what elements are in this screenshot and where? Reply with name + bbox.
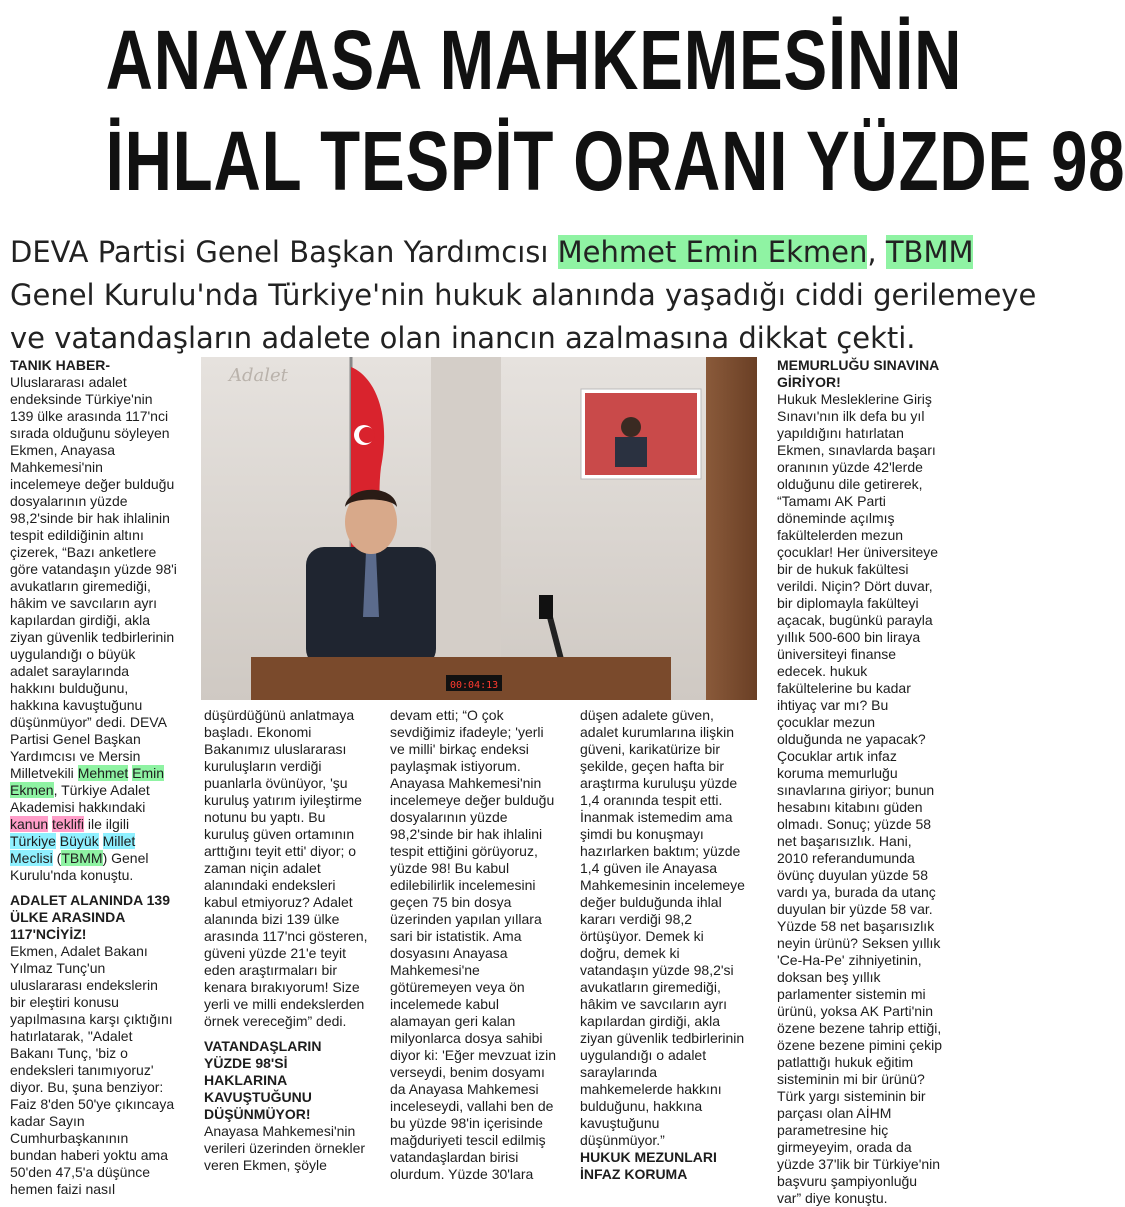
text-line: incelemeye değer bulduğu [390,792,555,808]
byline: TANIK HABER- [10,357,111,373]
text-line: arttığını teyit etti' diyor; o [204,843,357,859]
text-line: uygulandığı o adalet [580,1047,707,1063]
text-line: dosyalarının yüzde [390,809,508,825]
text-line: diyor. Bu, şuna benziyor: [10,1079,164,1095]
text-line: kabul etmiyoruz? Adalet [204,894,353,910]
text-line: bundan haberi yoktu ama [10,1147,168,1163]
text-line: olmadı. Sonuç; yüzde 58 [777,816,932,832]
text-line: ve milli' birkaç endeksi [390,741,529,757]
highlighted-word: Türkiye [10,833,56,849]
text-line: hakkına kavuştuğunu [10,697,143,713]
text-line: başvuru şampiyonluğu [777,1173,918,1189]
text-line: sırada olduğunu söyleyen [10,425,170,441]
highlighted-word: teklifi [52,816,84,832]
text-line: götüremeyen veya ön [390,979,525,995]
text-line: şekilde, geçen hafta bir [580,758,724,774]
wall-panel [431,357,501,700]
text-line: bir diplomayla fakülteyi [777,595,919,611]
text-line: parçası olan AİHM [777,1105,892,1121]
text-line: girmeyeyim, orada da [777,1139,912,1155]
text-line: döneminde açılmış [777,510,895,526]
text-line: puanlarla övünüyor, 'şu [204,775,348,791]
wood-panel [706,357,757,700]
highlighted-word: TBMM [61,850,103,866]
text-line: avukatların giremediği, [580,979,721,995]
article-column-2 [204,707,384,1172]
subheading-memurlugu [777,357,957,391]
text-line: övünç duyulan yüzde 58 [777,867,928,883]
column-1-paragraph-2 [10,943,200,1198]
article-column-1 [10,357,200,1197]
text-line: üzerinden yapılan yıllara [390,911,542,927]
tv-speaker-body [615,437,647,467]
text-line: özene bezene pimini çekip [777,1037,942,1053]
text-fragment: ile ilgili [83,816,130,832]
text-line: dosyalarının yüzde [10,493,128,509]
text-line: koruma memurluğu [777,765,898,781]
text-line: uygulandığı o büyük [10,646,136,662]
text-line: saraylarında [580,1064,658,1080]
text-line: avukatların giremediği, [10,578,151,594]
text-line: arasında 117'nci gösteren, [204,928,368,944]
text-line: ADALET ALANINDA 139 [10,892,170,908]
spacer [10,884,200,892]
text-line [10,765,200,782]
text-line: Anayasa Mahkemesi'nin [390,775,542,791]
text-line: var” diye konuştu. [777,1190,888,1206]
text-line: düşürdüğünü anlatmaya [204,707,355,723]
text-line: net başarısızlık. Hani, [777,833,912,849]
text-line: yüzde 37'lik bir Türkiye'nin [777,1156,941,1172]
text-line: inceleseydi, vallahi ben de [390,1098,554,1114]
text-line: adalet kurumlarına ilişkin [580,724,735,740]
text-line: 'Ce-Ha-Pe' zihniyetinin, [777,952,922,968]
text-line: Hukuk Mesleklerine Giriş [777,391,932,407]
text-line: hâkim ve savcıların ayrı [10,595,158,611]
text-line: “Tamamı AK Parti [777,493,886,509]
text-line: eden araştırmaları bir [204,962,338,978]
text-line: incelemede kabul [390,996,499,1012]
text-line: yerli ve milli endekslerden [204,996,365,1012]
text-line: Türk yargı sisteminin bir [777,1088,926,1104]
text-line: neyin ürünü? Seksen yıllık [777,935,941,951]
text-line: olduğunu dile getirerek, [777,476,923,492]
text-line: verileri üzerinden örnekler [204,1140,366,1156]
text-line: Yılmaz Tunç'un [10,960,106,976]
headline-line-2: İHLAL TESPİT ORANI YÜZDE 98 [105,114,1125,208]
text-line: parlamenter sistemin mi [777,986,926,1002]
text-line: hatırlatarak, "Adalet [10,1028,133,1044]
text-line: adalet saraylarında [10,663,130,679]
article-column-5 [777,357,957,1206]
column-5-paragraph [777,391,957,1207]
text-line: ürünü, yoksa AK Parti'nin [777,1003,933,1019]
column-2-paragraph-2 [204,1123,384,1174]
text-line: endeksinde Türkiye'nin [10,391,153,407]
text-line: verseydi, benim dosyamı [390,1064,545,1080]
text-line: verildi. Niçin? Dört duvar, [777,578,933,594]
text-line: dosyasını Anayasa [390,945,508,961]
text-line: sevdiğimiz ifadeyle; 'yerli [390,724,544,740]
text-line: oranının yüzde 42'lerde [777,459,923,475]
text-line: notunu bu yaptı. Bu [204,809,326,825]
text-line: yapılmasına karşı çıktığını [10,1011,173,1027]
text-line: Faiz 8'den 50'ye çıkıncaya [10,1096,175,1112]
text-line: ziyan güvenlik tedbirlerinin [580,1030,745,1046]
text-fragment: ( [52,850,62,866]
deck-line-3: ve vatandaşların adalete olan inancın azalmasına dikkat çekti. [10,321,916,355]
photo-illustration [201,357,757,700]
text-line: edilebilirlik incelemesini [390,877,536,893]
text-line: DÜŞÜNMÜYOR! [204,1106,311,1122]
text-line: devam etti; “O çok [390,707,504,723]
text-fragment: , Türkiye Adalet [53,782,150,798]
podium-timer-digits: 00:04:13 [450,680,499,691]
text-line: kapılardan girdiği, akla [10,612,151,628]
highlighted-word: Meclisi [10,850,53,866]
text-line: düşen adalete güven, [580,707,714,723]
text-line: örtüşüyor. Demek ki [580,928,704,944]
text-line: örnek vereceğim” dedi. [204,1013,347,1029]
text-line: yüzde 98! Bu kabul [390,860,510,876]
text-line: MEMURLUĞU SINAVINA [777,357,940,373]
text-line: ÜLKE ARASINDA [10,909,126,925]
text-line: hesabını kitabını güden [777,799,923,815]
column-4-paragraph [580,707,765,1149]
text-line: YÜZDE 98'Sİ [204,1055,288,1071]
text-line: özene bezene tahrip ettiği, [777,1020,942,1036]
text-line: alanında bizi 139 ülke [204,911,340,927]
highlighted-tbmm: TBMM [885,235,974,269]
highlighted-word: Millet [102,833,136,849]
text-line: bu yüzde 98'in içerisinde [390,1115,543,1131]
text-line: Bakanı Tunç, 'biz o [10,1045,128,1061]
text-line: vardı ya, burada da utanç [777,884,936,900]
text-line: hakkını bulduğunu, [10,680,129,696]
text-line: ziyan güvenlik tedbirlerinin [10,629,175,645]
text-line: güveni, karikatürize bir [580,741,721,757]
photo-speaker-at-podium [201,357,757,700]
article-column-4 [580,707,765,1182]
text-line: kuruluş yatırım iyileştirme [204,792,362,808]
text-fragment: ) Genel [102,850,149,866]
text-line: mağduriyeti tescil edilmiş [390,1132,546,1148]
text-line: çizerek, “Bazı anketlere [10,544,157,560]
text-line: VATANDAŞLARIN [204,1038,322,1054]
text-line: bir eleştiri konusu [10,994,119,1010]
text-line: yıllık 500-600 bin liraya [777,629,921,645]
text-line: Mahkemesi'nin [10,459,103,475]
text-line: kuruluşların verdiği [204,758,322,774]
text-line: Yardımcısı ve Mersin [10,748,141,764]
text-line: sınavlarına giriyor; bunun [777,782,935,798]
text-line: Akademisi hakkındaki [10,799,146,815]
flag-crescent-cut [359,427,375,443]
text-line: 1,4 güven ile Anayasa [580,860,717,876]
text-line: ihtiyaç var mı? Bu [777,697,889,713]
text-line: yapıldığını hatırlatan [777,425,904,441]
text-line: İnanmak istemedim ama [580,809,733,825]
deck-text: DEVA Partisi Genel Başkan Yardımcısı [10,235,558,269]
text-line: tespit edildiğinin altını [10,527,144,543]
text-line: Cumhurbaşkanının [10,1130,129,1146]
text-line [10,782,200,799]
text-line: kavuştuğunu [580,1115,660,1131]
text-line: 117'NCİYİZ! [10,926,87,942]
text-line: parametresine hiç [777,1122,889,1138]
column-1-paragraph [10,374,200,765]
text-line: mahkemelerde hakkını [580,1081,722,1097]
text-line: tespit ettiğini görüyoruz, [390,843,538,859]
text-line: vatandaşın yüzde 98,2'si [580,962,734,978]
text-line: değer bulduğunda ihlal [580,894,722,910]
text-line: alanındaki endeksleri [204,877,336,893]
text-line: HAKLARINA [204,1072,288,1088]
text-line: Sınavı'nın ilk defa bu yıl [777,408,925,424]
text-line: edecek. hukuk [777,663,868,679]
text-line: bulduğunu, hakkına [580,1098,703,1114]
text-line [10,833,200,850]
text-line: diyor ki: 'Eğer mevzuat izin [390,1047,557,1063]
highlighted-name: Mehmet [77,765,129,781]
text-line: KAVUŞTUĞUNU [204,1089,312,1105]
text-line: milyonlarca dosya sahibi [390,1030,543,1046]
text-line: incelemeye değer bulduğu [10,476,175,492]
text-line: doğru, demek ki [580,945,680,961]
text-line: düşünmüyor.” [580,1132,665,1148]
text-line: araştırma kuruluşu yüzde [580,775,738,791]
text-line: açacak, bugünkü parayla [777,612,933,628]
text-line: GİRİYOR! [777,374,841,390]
text-line: fakültelerine bu kadar [777,680,911,696]
text-line: Çocuklar artık infaz [777,748,897,764]
text-line: Mahkemesinin incelemeye [580,877,745,893]
text-line: olurdum. Yüzde 30'lara [390,1166,534,1182]
text-line: kenara bırakıyorum! Size [204,979,360,995]
text-line: Bakanımız uluslararası [204,741,347,757]
text-line: hemen faizi nasıl [10,1181,116,1197]
text-line: Yüzde 58 net başarısızlık [777,918,935,934]
text-line: Ekmen, Anayasa [10,442,116,458]
text-line: alamayan geri kalan [390,1013,516,1029]
text-line: HUKUK MEZUNLARI [580,1149,717,1165]
text-line: doksan beş yıllık [777,969,881,985]
text-line: uluslararası endekslerin [10,977,158,993]
text-line: şimdi bu konuşmayı [580,826,704,842]
text-line: 98,2'sinde bir hak ihlalinin [10,510,170,526]
text-line: Uluslararası adalet [10,374,127,390]
text-line: çocuklar mezun [777,714,876,730]
deck-line-2: Genel Kurulu'nda Türkiye'nin hukuk alanında yaşadığı ciddi gerilemeye [10,278,1037,312]
text-line: 139 ülke arasında 117'nci [10,408,169,424]
text-line: paylaşmak istiyorum. [390,758,521,774]
deck-line-1 [10,231,974,274]
headline-line-1: ANAYASA MAHKEMESİNİN [105,13,963,107]
text-line: fakültelerden mezun [777,527,904,543]
spacer [204,1030,384,1038]
text-line: zaman niçin adalet [204,860,321,876]
text-line: düşünmüyor” dedi. DEVA [10,714,167,730]
text-line: hazırlarken baktım; yüzde [580,843,741,859]
text-line: geçen 75 bin dosya [390,894,512,910]
text-line: Ekmen, sınavlarda başarı [777,442,936,458]
text-line: kadar Sayın [10,1113,85,1129]
text-line: 1,4 oranında tespit etti. [580,792,723,808]
text-line: olduğunda ne yapacak? [777,731,926,747]
highlighted-word: Büyük [59,833,99,849]
text-line [10,850,200,867]
text-line: İNFAZ KORUMA [580,1166,688,1182]
text-line: kararı verdiği 98,2 [580,911,693,927]
tv-speaker-head [621,417,641,437]
text-line: patlattığı hukuk eğitim [777,1054,914,1070]
text-line: Mahkemesi'ne [390,962,480,978]
text-line: kapılardan girdiği, akla [580,1013,721,1029]
subheading-adalet-alaninda [10,892,200,943]
text-line: 98,2'sinde bir hak ihlalini [390,826,543,842]
text-line: Anayasa Mahkemesi'nin [204,1123,356,1139]
text-line: çocuklar! Her üniversiteye [777,544,939,560]
text-line: duyulan bir yüzde 58 var. [777,901,933,917]
text-line: veren Ekmen, şöyle [204,1157,327,1173]
deck-text: , [867,235,886,269]
column-2-paragraph [204,707,384,1030]
text-line: sisteminin mi bir ürünü? [777,1071,925,1087]
text-line: başladı. Ekonomi [204,724,312,740]
subheading-hukuk-mezunlari [580,1149,765,1183]
text-line: bir de hukuk fakültesi [777,561,909,577]
wall-script: Adalet [229,365,288,386]
text-line: sari bir istatistik. Ama [390,928,522,944]
text-line: kuruluş güven ortamının [204,826,355,842]
text-line: Ekmen, Adalet Bakanı [10,943,148,959]
text-line: Partisi Genel Başkan [10,731,141,747]
article-column-3 [390,707,575,1182]
text-line [10,816,200,833]
text-line: üniversiteyi finanse [777,646,897,662]
text-fragment: Milletvekili [10,765,78,781]
microphone [539,595,553,619]
text-line: endeksleri tanımıyoruz' [10,1062,154,1078]
highlighted-word: kanun [10,816,49,832]
text-line: 50'den 47,5'a düşünce [10,1164,151,1180]
highlighted-name: Mehmet Emin Ekmen [557,235,868,269]
highlighted-name: Ekmen [10,782,54,798]
text-line: vatandaşlardan birisi [390,1149,519,1165]
column-3-paragraph [390,707,575,1183]
text-line: da Anayasa Mahkemesi [390,1081,539,1097]
text-line: Kurulu'nda konuştu. [10,867,134,883]
text-line: göre vatandaşın yüzde 98'i [10,561,177,577]
highlighted-name: Emin [132,765,165,781]
text-line: 2010 referandumunda [777,850,915,866]
text-line: hâkim ve savcıların ayrı [580,996,728,1012]
subheading-vatandaslarin [204,1038,384,1123]
text-line: güveni yüzde 21'e teyit [204,945,346,961]
